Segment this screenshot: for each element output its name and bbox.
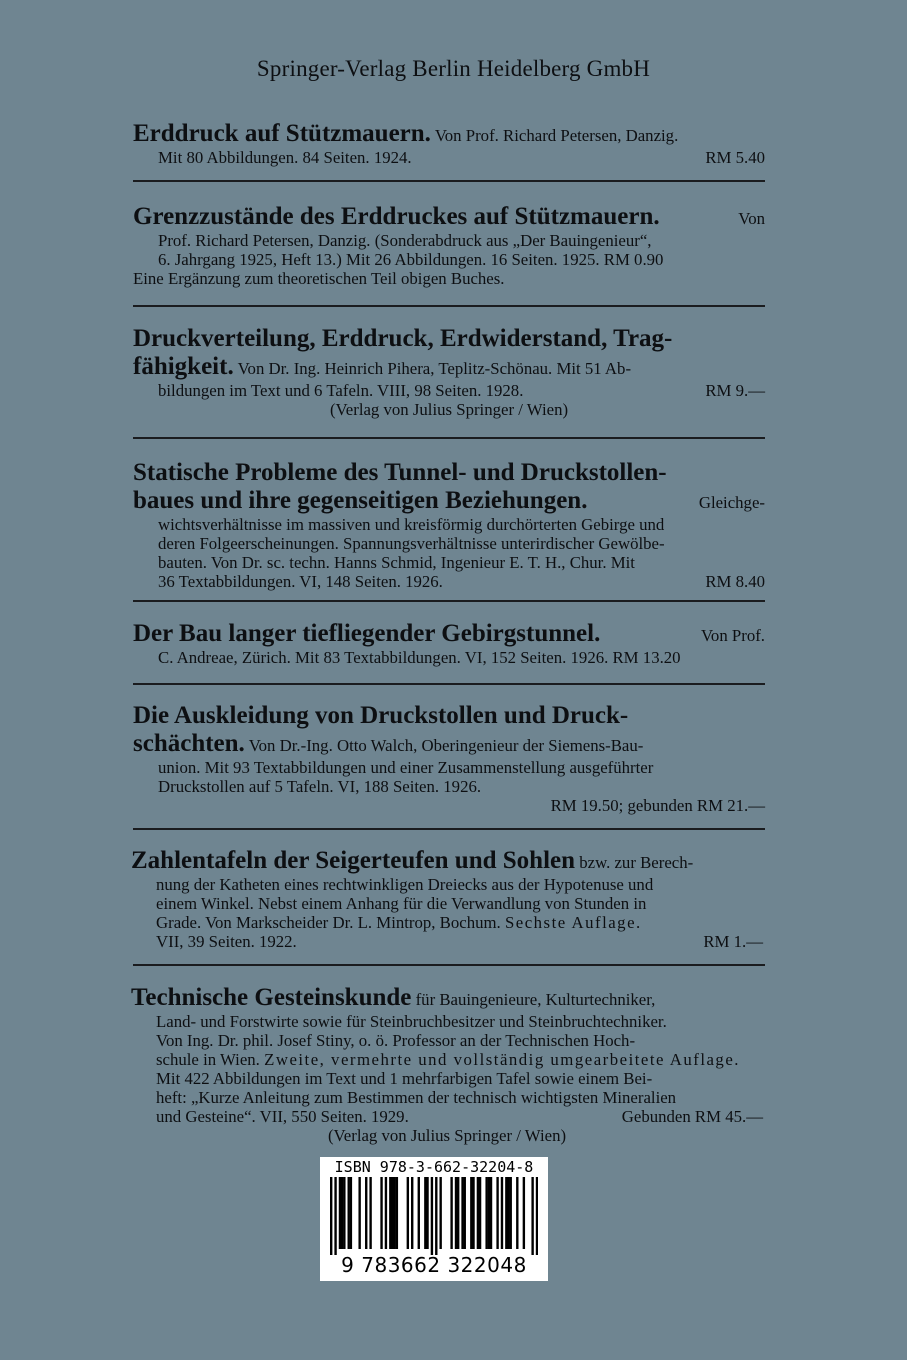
barcode-bar [369, 1177, 371, 1249]
book-title: schächten. [133, 730, 245, 757]
barcode-bar [485, 1177, 487, 1249]
barcode-bar [505, 1177, 507, 1249]
book-entry [133, 620, 765, 667]
barcode-bar [393, 1177, 395, 1249]
price: RM 8.40 [705, 572, 765, 591]
book-title: Die Auskleidung von Druckstollen und Druck- [133, 702, 629, 729]
barcode-bar [418, 1177, 420, 1249]
entry-text: VII, 39 Seiten. 1922. [156, 932, 297, 951]
barcode-bar [334, 1177, 336, 1255]
book-entry [133, 203, 765, 288]
price: RM 1.— [703, 932, 763, 951]
price: RM 19.50; gebunden RM 21.— [550, 796, 765, 815]
entry-text: Gleichge- [698, 493, 765, 512]
entry-text: Prof. Richard Petersen, Danzig. (Sonderabdruck aus „Der Bauingenieur“, [158, 231, 652, 250]
book-title: Erddruck auf Stützmauern. [133, 120, 431, 147]
book-entry [133, 325, 765, 419]
entry-text: Von Ing. Dr. phil. Josef Stiny, o. ö. Professor an der Technischen Hoch- [156, 1031, 636, 1050]
entry-text: und Gesteine“. VII, 550 Seiten. 1929. [156, 1107, 409, 1126]
barcode-bar [396, 1177, 398, 1249]
barcode-bars [330, 1177, 538, 1255]
barcode-bar [330, 1177, 332, 1255]
entry-text: Eine Ergänzung zum theoretischen Teil obigen Buches. [133, 269, 505, 288]
barcode-bar [358, 1177, 360, 1249]
entry-text: bildungen im Text und 6 Tafeln. VIII, 98 Seiten. 1928. [158, 381, 524, 400]
isbn-digits: 9 783662 322048 [341, 1253, 527, 1277]
entry-text: heft: „Kurze Anleitung zum Bestimmen der technisch wichtigsten Mineralien [156, 1088, 677, 1107]
book-entry [131, 984, 763, 1145]
isbn-barcode [320, 1157, 548, 1281]
entry-text: Mit 80 Abbildungen. 84 Seiten. 1924. [158, 148, 412, 167]
book-title: Grenzzustände des Erddruckes auf Stützmauern. [133, 203, 660, 230]
entry-text: nung der Katheten eines rechtwinkligen Dreiecks aus der Hypotenuse und [156, 875, 654, 894]
barcode-bar [461, 1177, 463, 1249]
entry-text: für Bauingenieure, Kulturtechniker, [411, 990, 656, 1009]
publisher-note: (Verlag von Julius Springer / Wien) [329, 400, 569, 419]
publisher-note: (Verlag von Julius Springer / Wien) [327, 1126, 567, 1145]
barcode-bar [479, 1177, 481, 1249]
barcode-bar [488, 1177, 490, 1249]
barcode-bar [477, 1177, 479, 1249]
barcode-bar [343, 1177, 345, 1249]
entry-text: Von Dr. Ing. Heinrich Pihera, Teplitz-Schönau. Mit 51 Ab- [233, 359, 632, 378]
barcode-bar [391, 1177, 393, 1249]
entry-text: Grade. Von Markscheider Dr. L. Mintrop, Bochum. [156, 913, 505, 932]
barcode-bar [348, 1177, 350, 1249]
entry-text: Von Dr.-Ing. Otto Walch, Oberingenieur der Siemens-Bau- [244, 736, 644, 755]
barcode-bar [385, 1177, 387, 1249]
barcode-bar [536, 1177, 538, 1255]
book-entry [133, 702, 765, 815]
entry-text: schule in Wien. [156, 1050, 265, 1069]
barcode-bar [341, 1177, 343, 1249]
barcode-bar [490, 1177, 492, 1249]
divider [133, 180, 765, 182]
book-entry [133, 459, 765, 591]
divider [133, 828, 765, 830]
entry-text: bauten. Von Dr. sc. techn. Hanns Schmid, Ingenieur E. T. H., Chur. Mit [158, 553, 635, 572]
entry-text: deren Folgeerscheinungen. Spannungsverhältnisse unterirdischer Gewölbe- [158, 534, 665, 553]
barcode-bar [464, 1177, 466, 1249]
edition: Zweite, vermehrte und vollständig umgearbeitete Auflage. [264, 1050, 740, 1069]
price: Gebunden RM 45.— [621, 1107, 763, 1126]
book-title: Technische Gesteinskunde [131, 984, 412, 1011]
barcode-bar [450, 1177, 452, 1249]
divider [133, 683, 765, 685]
barcode-bar [523, 1177, 525, 1249]
book-title: Druckverteilung, Erddruck, Erdwiderstand, Trag- [133, 325, 673, 352]
book-title: Statische Probleme des Tunnel- und Druckstollen- [133, 459, 667, 486]
barcode-bar [435, 1177, 437, 1255]
book-title: Der Bau langer tiefliegender Gebirgstunnel. [133, 620, 601, 647]
barcode-bar [510, 1177, 512, 1249]
entry-text: Mit 422 Abbildungen im Text und 1 mehrfarbigen Tafel sowie einem Bei- [156, 1069, 653, 1088]
barcode-bar [501, 1177, 503, 1249]
barcode-bar [350, 1177, 352, 1249]
book-entry [131, 847, 763, 951]
entry-text: Von [738, 209, 765, 228]
barcode-bar [472, 1177, 474, 1249]
entry-text: bzw. zur Berech- [575, 853, 694, 872]
price: RM 5.40 [705, 148, 765, 167]
barcode-bar [507, 1177, 509, 1249]
barcode-bar [516, 1177, 518, 1249]
barcode-bar [470, 1177, 472, 1249]
barcode-bar [424, 1177, 426, 1249]
entry-text: Druckstollen auf 5 Tafeln. VI, 188 Seiten. 1926. [158, 777, 482, 796]
divider [133, 437, 765, 439]
barcode-bar [407, 1177, 409, 1249]
barcode-bar [365, 1177, 367, 1249]
entry-text: union. Mit 93 Textabbildungen und einer Zusammenstellung ausgeführter [158, 758, 654, 777]
barcode-bar [455, 1177, 457, 1249]
entry-text: einem Winkel. Nebst einem Anhang für die Verwandlung von Stunden in [156, 894, 647, 913]
barcode-bar [531, 1177, 533, 1255]
entry-text: C. Andreae, Zürich. Mit 83 Textabbildungen. VI, 152 Seiten. 1926. RM 13.20 [158, 648, 681, 667]
entry-text: Land- und Forstwirte sowie für Steinbruchbesitzer und Steinbruchtechniker. [156, 1012, 667, 1031]
barcode-bar [339, 1177, 341, 1249]
book-title: fähigkeit. [133, 353, 234, 380]
entry-text: 36 Textabbildungen. VI, 148 Seiten. 1926. [158, 572, 443, 591]
barcode-bar [380, 1177, 382, 1249]
barcode-bar [431, 1177, 433, 1255]
divider [133, 600, 765, 602]
barcode-bar [439, 1177, 441, 1249]
book-entry [133, 120, 765, 167]
barcode-bar [426, 1177, 428, 1249]
edition: Sechste Auflage. [504, 913, 642, 932]
entry-text: Von Prof. [700, 626, 765, 645]
entry-text: Von Prof. Richard Petersen, Danzig. [430, 126, 679, 145]
barcode-bar [389, 1177, 391, 1249]
publisher-heading: Springer-Verlag Berlin Heidelberg GmbH [256, 56, 651, 81]
divider [133, 305, 765, 307]
entry-text: 6. Jahrgang 1925, Heft 13.) Mit 26 Abbildungen. 16 Seiten. 1925. RM 0.90 [158, 250, 664, 269]
isbn-label: ISBN 978-3-662-32204-8 [334, 1158, 534, 1176]
barcode-bar [457, 1177, 459, 1249]
divider [133, 964, 765, 966]
price: RM 9.— [705, 381, 765, 400]
entry-text: wichtsverhältnisse im massiven und kreisförmig durchörterten Gebirge und [158, 515, 665, 534]
barcode-bar [496, 1177, 498, 1249]
barcode-bar [411, 1177, 413, 1249]
book-title: baues und ihre gegenseitigen Beziehungen. [133, 487, 588, 514]
book-title: Zahlentafeln der Seigerteufen und Sohlen [131, 847, 576, 874]
